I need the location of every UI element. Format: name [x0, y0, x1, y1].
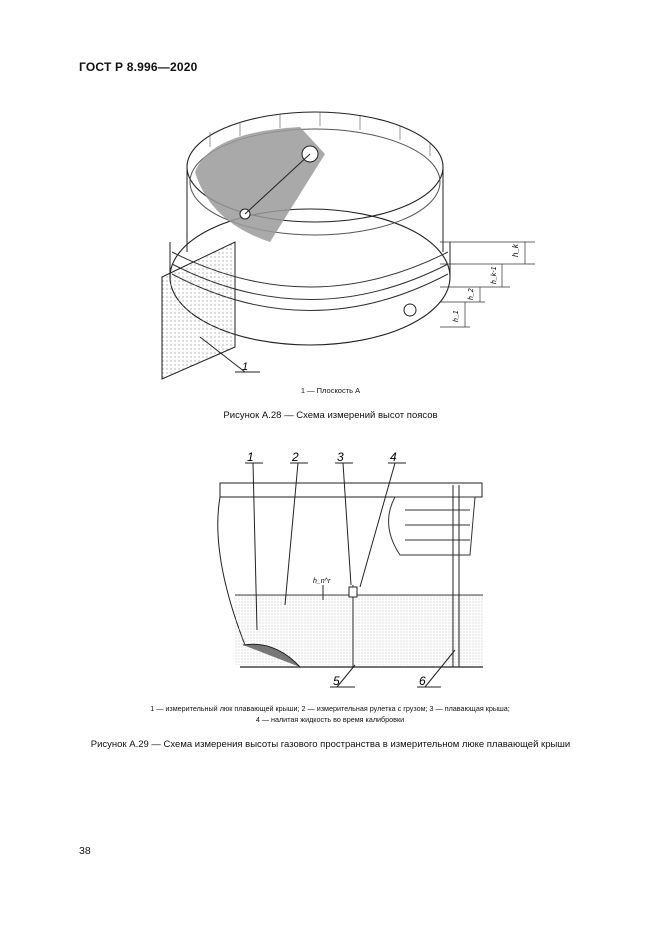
figure-a28-caption: Рисунок А.28 — Схема измерений высот поясов	[223, 410, 438, 421]
callout-1: 1	[242, 361, 249, 373]
dim-label-h2: h_2	[468, 288, 475, 300]
dim-label-hk: h_k	[511, 244, 520, 257]
figure-a29-caption: Рисунок А.29 — Схема измерения высоты газового пространства в измерительном люке плавающей крыши	[90, 739, 571, 750]
figure-a29-legend-line2: 4 — налитая жидкость во время калибровки	[255, 715, 405, 724]
figure-a28-drawing	[150, 92, 550, 387]
callout-a29-1: 1	[247, 450, 254, 464]
callout-a29-4: 4	[390, 450, 397, 464]
callout-a29-6: 6	[419, 674, 426, 688]
page-number: 38	[79, 845, 91, 857]
figure-a29-legend-line1: 1 — измерительный люк плавающей крыши; 2 — измерительная рулетка с грузом; 3 — плавающая крыша;	[150, 704, 510, 713]
dim-label-hk-1: h_k-1	[491, 266, 498, 284]
callout-a29-3: 3	[337, 450, 344, 464]
figure-a28-legend: 1 — Плоскость А	[300, 386, 361, 395]
callout-a29-2: 2	[292, 450, 299, 464]
callout-a29-5: 5	[333, 674, 340, 688]
dim-label-hn: h_n^r	[313, 578, 331, 585]
dim-label-h1: h_1	[453, 310, 460, 322]
document-header: ГОСТ Р 8.996—2020	[79, 60, 198, 74]
figure-a29-legend	[60, 703, 600, 725]
figure-a29-drawing	[205, 445, 495, 700]
